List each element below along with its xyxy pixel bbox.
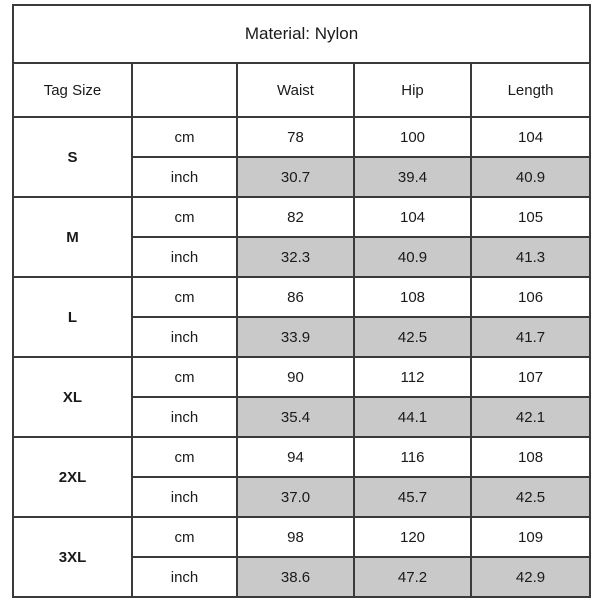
unit-cell: cm bbox=[132, 517, 237, 557]
tag-size-cell: 2XL bbox=[13, 437, 132, 517]
waist-value: 33.9 bbox=[237, 317, 354, 357]
waist-value: 37.0 bbox=[237, 477, 354, 517]
header-tag-size: Tag Size bbox=[13, 63, 132, 117]
hip-value: 47.2 bbox=[354, 557, 471, 597]
tag-size-cell: 3XL bbox=[13, 517, 132, 597]
length-value: 42.1 bbox=[471, 397, 590, 437]
unit-cell: inch bbox=[132, 157, 237, 197]
hip-value: 44.1 bbox=[354, 397, 471, 437]
length-value: 42.9 bbox=[471, 557, 590, 597]
unit-cell: inch bbox=[132, 397, 237, 437]
tag-size-cell: L bbox=[13, 277, 132, 357]
unit-cell: cm bbox=[132, 117, 237, 157]
size-chart-body bbox=[13, 5, 590, 597]
waist-value: 78 bbox=[237, 117, 354, 157]
header-unit bbox=[132, 63, 237, 117]
hip-value: 120 bbox=[354, 517, 471, 557]
size-chart-table bbox=[12, 4, 591, 598]
waist-value: 30.7 bbox=[237, 157, 354, 197]
header-row bbox=[13, 63, 590, 117]
unit-cell: inch bbox=[132, 477, 237, 517]
waist-value: 90 bbox=[237, 357, 354, 397]
waist-value: 86 bbox=[237, 277, 354, 317]
length-value: 41.3 bbox=[471, 237, 590, 277]
length-value: 109 bbox=[471, 517, 590, 557]
header-waist: Waist bbox=[237, 63, 354, 117]
length-value: 105 bbox=[471, 197, 590, 237]
length-value: 40.9 bbox=[471, 157, 590, 197]
hip-value: 112 bbox=[354, 357, 471, 397]
hip-value: 116 bbox=[354, 437, 471, 477]
unit-cell: cm bbox=[132, 197, 237, 237]
size-row-cm bbox=[13, 357, 590, 397]
unit-cell: cm bbox=[132, 277, 237, 317]
hip-value: 39.4 bbox=[354, 157, 471, 197]
unit-cell: inch bbox=[132, 237, 237, 277]
tag-size-cell: XL bbox=[13, 357, 132, 437]
length-value: 107 bbox=[471, 357, 590, 397]
waist-value: 94 bbox=[237, 437, 354, 477]
size-row-cm bbox=[13, 197, 590, 237]
length-value: 42.5 bbox=[471, 477, 590, 517]
length-value: 41.7 bbox=[471, 317, 590, 357]
hip-value: 45.7 bbox=[354, 477, 471, 517]
length-value: 106 bbox=[471, 277, 590, 317]
unit-cell: inch bbox=[132, 317, 237, 357]
size-row-cm bbox=[13, 517, 590, 557]
header-hip: Hip bbox=[354, 63, 471, 117]
hip-value: 104 bbox=[354, 197, 471, 237]
tag-size-cell: M bbox=[13, 197, 132, 277]
waist-value: 38.6 bbox=[237, 557, 354, 597]
waist-value: 82 bbox=[237, 197, 354, 237]
unit-cell: cm bbox=[132, 437, 237, 477]
size-row-cm bbox=[13, 117, 590, 157]
chart-title: Material: Nylon bbox=[13, 5, 590, 63]
hip-value: 108 bbox=[354, 277, 471, 317]
unit-cell: cm bbox=[132, 357, 237, 397]
length-value: 108 bbox=[471, 437, 590, 477]
header-length: Length bbox=[471, 63, 590, 117]
hip-value: 42.5 bbox=[354, 317, 471, 357]
hip-value: 40.9 bbox=[354, 237, 471, 277]
title-row bbox=[13, 5, 590, 63]
waist-value: 35.4 bbox=[237, 397, 354, 437]
size-row-cm bbox=[13, 277, 590, 317]
length-value: 104 bbox=[471, 117, 590, 157]
hip-value: 100 bbox=[354, 117, 471, 157]
size-row-cm bbox=[13, 437, 590, 477]
waist-value: 98 bbox=[237, 517, 354, 557]
tag-size-cell: S bbox=[13, 117, 132, 197]
unit-cell: inch bbox=[132, 557, 237, 597]
waist-value: 32.3 bbox=[237, 237, 354, 277]
